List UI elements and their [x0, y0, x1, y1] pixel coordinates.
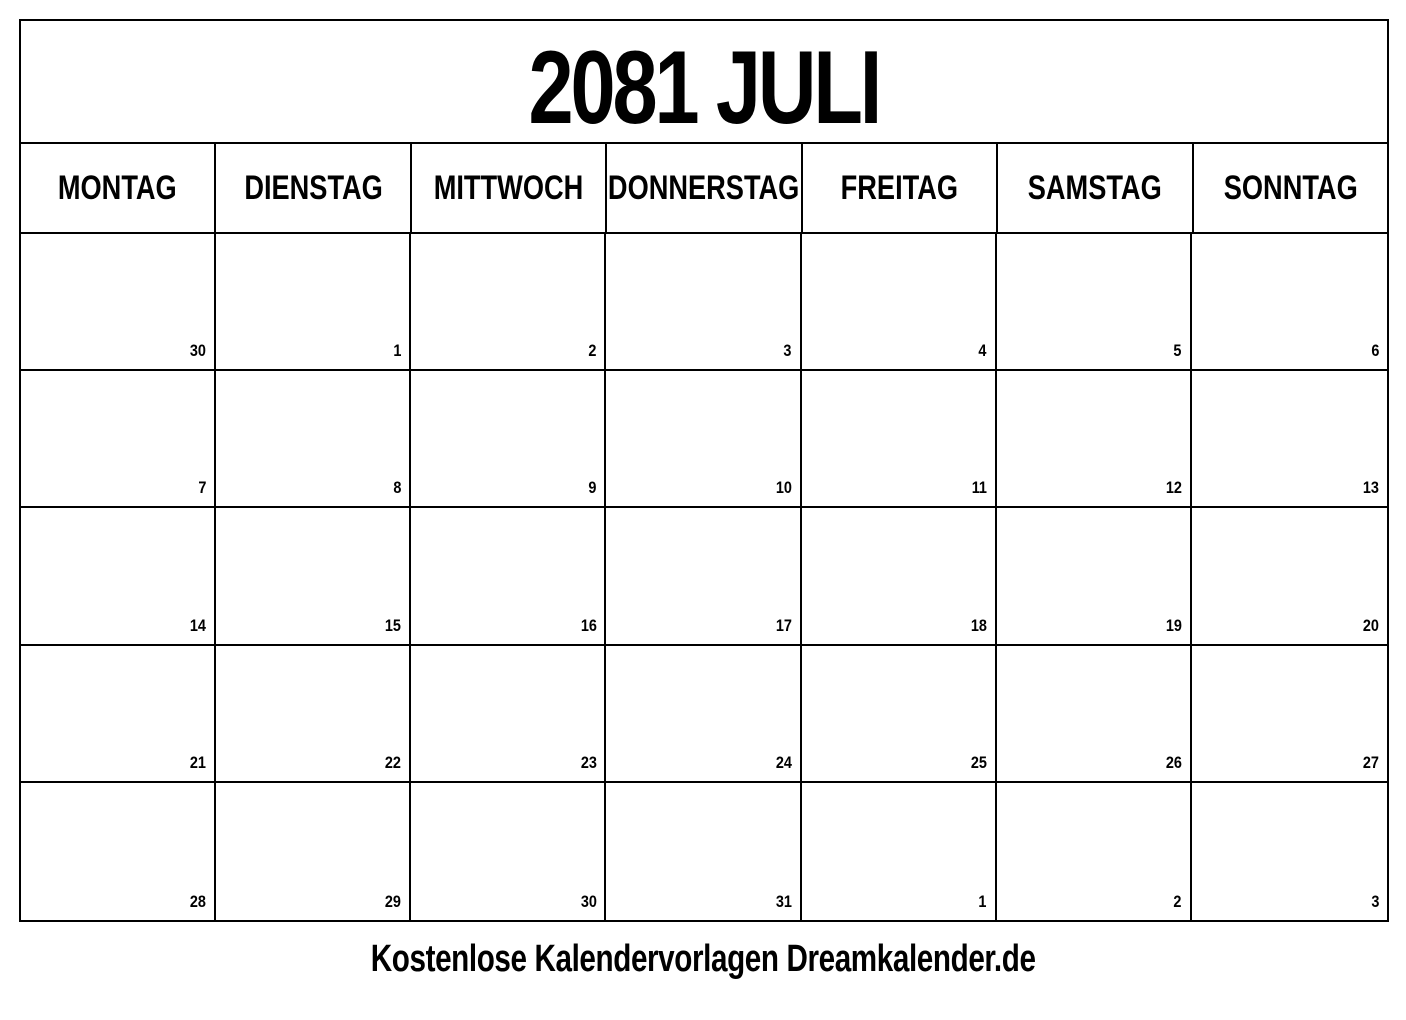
day-cell	[997, 234, 1192, 371]
weekday-label: MITTWOCH	[433, 168, 584, 207]
day-cell	[21, 508, 216, 645]
weekday-label: SAMSTAG	[1027, 168, 1162, 207]
day-cell	[411, 783, 606, 920]
day-cell	[1192, 234, 1387, 371]
day-number: 11	[971, 478, 987, 498]
day-number: 14	[190, 615, 207, 635]
footer-text: Kostenlose Kalendervorlagen Dreamkalender.de	[370, 938, 1036, 980]
day-cell	[802, 783, 997, 920]
day-number: 26	[1165, 752, 1182, 772]
day-cell	[1192, 508, 1387, 645]
day-cell	[216, 783, 411, 920]
day-cell	[21, 234, 216, 371]
weekday-header-monday	[21, 144, 216, 232]
day-cell	[802, 234, 997, 371]
day-number: 29	[385, 891, 402, 911]
weekday-label: DIENSTAG	[243, 168, 383, 207]
weekday-header-saturday	[998, 144, 1193, 232]
day-number: 9	[588, 478, 597, 498]
day-cell	[802, 371, 997, 508]
day-cell	[411, 646, 606, 783]
day-cell	[802, 508, 997, 645]
day-number: 5	[1173, 341, 1182, 361]
day-number: 3	[783, 341, 792, 361]
day-cell	[997, 646, 1192, 783]
weekday-header-sunday	[1194, 144, 1387, 232]
weekday-label: MONTAG	[58, 168, 178, 207]
day-grid	[21, 234, 1387, 920]
day-cell	[606, 783, 801, 920]
day-number: 30	[580, 891, 597, 911]
weekday-label: SONNTAG	[1223, 168, 1358, 207]
day-cell	[21, 371, 216, 508]
day-cell	[1192, 646, 1387, 783]
day-cell	[606, 234, 801, 371]
day-cell	[997, 783, 1192, 920]
day-cell	[21, 783, 216, 920]
day-number: 13	[1362, 478, 1379, 498]
day-number: 2	[1173, 891, 1182, 911]
day-cell	[606, 508, 801, 645]
day-number: 1	[393, 341, 402, 361]
day-number: 23	[580, 752, 597, 772]
day-number: 21	[190, 752, 207, 772]
day-cell	[21, 646, 216, 783]
day-cell	[1192, 783, 1387, 920]
day-cell	[216, 646, 411, 783]
day-cell	[1192, 371, 1387, 508]
day-cell	[216, 508, 411, 645]
day-number: 8	[393, 478, 402, 498]
day-number: 24	[775, 752, 792, 772]
day-cell	[606, 371, 801, 508]
day-number: 30	[190, 341, 207, 361]
day-number: 28	[190, 891, 207, 911]
day-cell	[411, 234, 606, 371]
footer	[0, 938, 1406, 981]
day-number: 2	[588, 341, 597, 361]
day-cell	[216, 371, 411, 508]
weekday-header-wednesday	[412, 144, 607, 232]
weekday-header-row	[21, 144, 1387, 234]
title-row	[21, 21, 1387, 144]
day-number: 27	[1362, 752, 1379, 772]
day-number: 16	[580, 615, 597, 635]
weekday-header-thursday	[607, 144, 802, 232]
weekday-header-tuesday	[216, 144, 411, 232]
day-number: 4	[978, 341, 987, 361]
day-number: 31	[775, 891, 792, 911]
day-number: 22	[385, 752, 402, 772]
day-number: 1	[978, 891, 987, 911]
weekday-label: DONNERSTAG	[608, 168, 800, 207]
day-cell	[997, 371, 1192, 508]
day-cell	[411, 508, 606, 645]
calendar-title: 2081 JULI	[528, 29, 880, 146]
day-cell	[802, 646, 997, 783]
day-number: 25	[970, 752, 987, 772]
day-number: 12	[1165, 478, 1182, 498]
weekday-label: FREITAG	[840, 168, 959, 207]
day-number: 15	[385, 615, 402, 635]
weekday-header-friday	[803, 144, 998, 232]
day-number: 18	[970, 615, 987, 635]
day-cell	[997, 508, 1192, 645]
day-number: 3	[1370, 891, 1379, 911]
day-cell	[216, 234, 411, 371]
day-cell	[411, 371, 606, 508]
calendar-table	[19, 19, 1389, 922]
day-number: 17	[775, 615, 792, 635]
day-number: 10	[775, 478, 792, 498]
day-cell	[606, 646, 801, 783]
day-number: 7	[198, 478, 207, 498]
day-number: 20	[1362, 615, 1379, 635]
day-number: 6	[1370, 341, 1379, 361]
day-number: 19	[1165, 615, 1182, 635]
